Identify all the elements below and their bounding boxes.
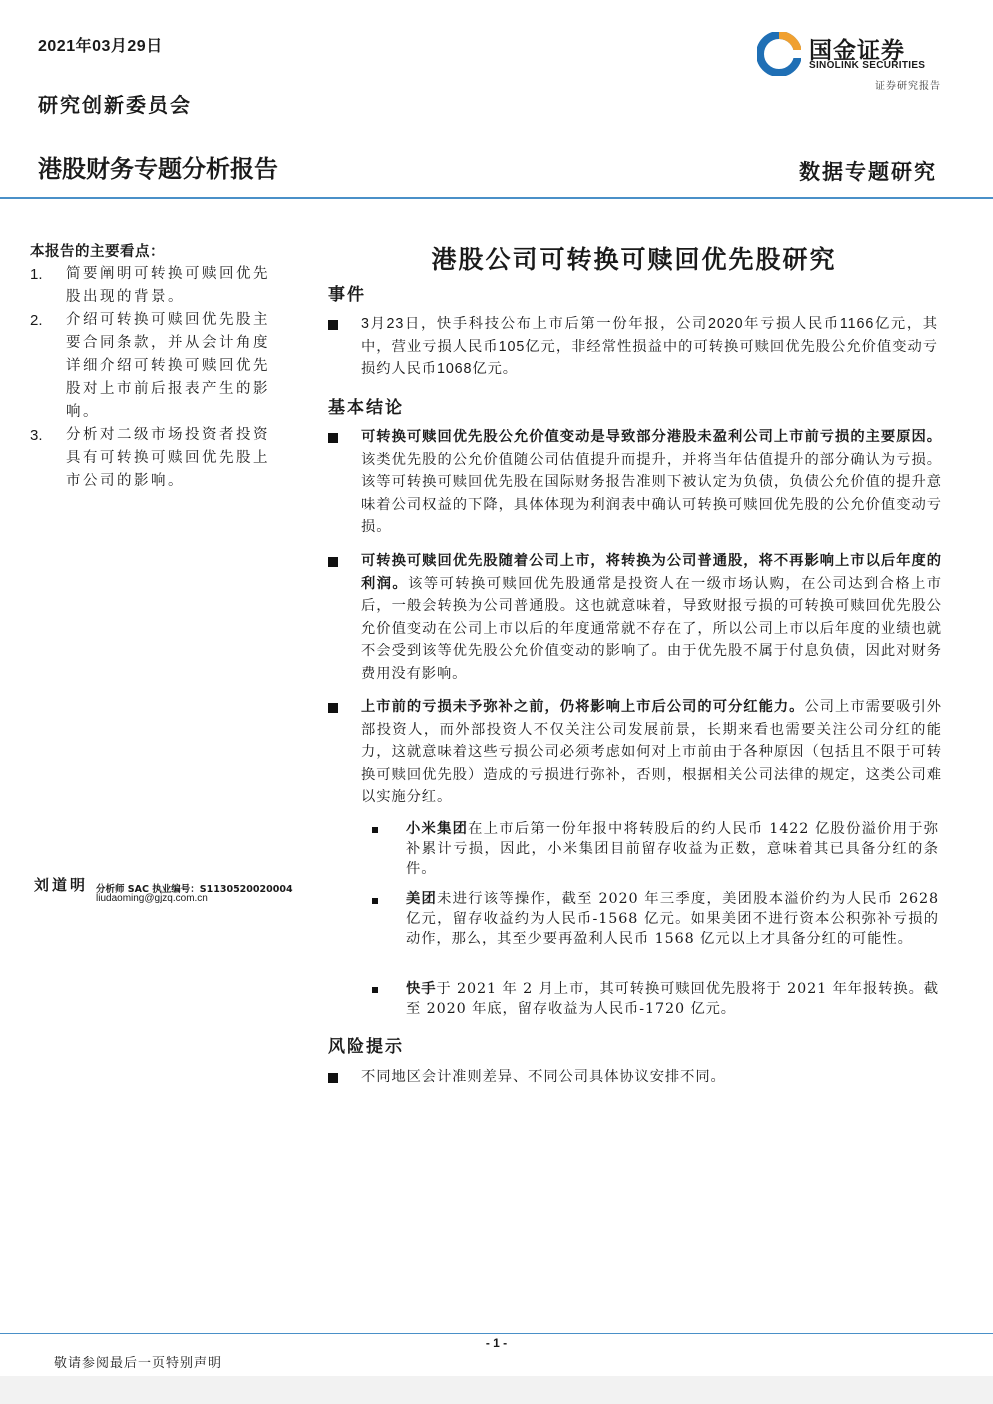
conclusion-2-lead: 可转换可赎回优先股随着公司上市，将转换为公司普通股，将不再影响上市以后年度的利润。 xyxy=(361,553,942,592)
bullet-square-icon xyxy=(328,433,338,443)
sub-item-body: 于 2021 年 2 月上市，其可转换可赎回优先股将于 2021 年年报转换。截至 2020 年底，留存收益为人民币-1720 亿元。 xyxy=(406,981,939,1017)
footer-divider xyxy=(0,1333,993,1334)
sub-item-lead: 小米集团 xyxy=(406,821,469,837)
list-item-number: 1. xyxy=(30,266,43,283)
report-date: 2021年03月29日 xyxy=(38,38,163,55)
sub-item-meituan xyxy=(406,889,939,949)
sub-item-body: 未进行该等操作，截至 2020 年三季度，美团股本溢价约为人民币 2628 亿元，留存收益约为人民币-1568 亿元。如果美团不进行资本公积弥补亏损的动作，那么，其至少要再盈利人民币 1568 亿元以上才具备分红的可能性。 xyxy=(406,891,939,947)
conclusion-paragraph-3 xyxy=(361,696,942,809)
conclusion-paragraph-1 xyxy=(361,426,942,539)
page-number: - 1 - xyxy=(485,1336,508,1350)
report-series-title: 港股财务专题分析报告 xyxy=(38,155,278,183)
logo-mark-icon xyxy=(757,32,801,76)
conclusion-3-lead: 上市前的亏损未予弥补之前，仍将影响上市后公司的可分红能力。 xyxy=(361,699,805,715)
analyst-certification: 分析师 SAC 执业编号：S1130520020004 xyxy=(96,884,293,895)
risk-text: 不同地区会计准则差异、不同公司具体协议安排不同。 xyxy=(361,1069,726,1085)
committee-name: 研究创新委员会 xyxy=(38,93,192,117)
header-divider xyxy=(0,197,993,199)
footer-disclaimer: 敬请参阅最后一页特别声明 xyxy=(54,1356,223,1371)
list-item-number: 3. xyxy=(30,427,43,444)
bullet-square-icon xyxy=(328,703,338,713)
conclusion-3-body: 公司上市需要吸引外部投资人，而外部投资人不仅关注公司发展前景，长期来看也需要关注公司分红的能力，这就意味着这些亏损公司必须考虑如何对上市前由于各种原因（包括且不限于可转换可赎回优先股）造成的亏损进行弥补，否则，根据相关公司法律的规定，这类公司难以实施分红。 xyxy=(361,699,942,806)
report-category: 数据专题研究 xyxy=(799,159,937,184)
sub-item-lead: 快手 xyxy=(406,981,437,997)
section-heading-conclusion: 基本结论 xyxy=(328,398,404,418)
conclusion-1-body: 该类优先股的公允价值随公司估值提升而提升，并将当年估值提升的部分确认为亏损。该等可转换可赎回优先股在国际财务报告准则下被认定为负债，负债公允价值的提升意味着公司权益的下降，具体体现为利润表中确认可转换可赎回优先股的公允价值变动亏损。 xyxy=(361,451,942,536)
page-title: 港股公司可转换可赎回优先股研究 xyxy=(431,245,837,274)
logo-name-cn: 国金证券 xyxy=(809,37,905,63)
bullet-square-icon xyxy=(328,557,338,567)
sub-bullet-icon xyxy=(372,987,378,993)
bottom-band xyxy=(0,1376,993,1404)
event-text: 3月23日，快手科技公布上市后第一份年报，公司2020年亏损人民币1166亿元，其中，营业亏损人民币105亿元，非经常性损益中的可转换可赎回优先股公允价值变动亏损约人民币1068亿元。 xyxy=(361,316,938,378)
analyst-name: 刘道明 xyxy=(34,876,89,894)
conclusion-1-lead: 可转换可赎回优先股公允价值变动是导致部分港股未盈利公司上市前亏损的主要原因。 xyxy=(361,429,942,445)
logo-name-en: SINOLINK SECURITIES xyxy=(809,60,926,71)
list-item-text: 简要阐明可转换可赎回优先股出现的背景。 xyxy=(66,266,270,305)
list-item-text: 分析对二级市场投资者投资具有可转换可赎回优先股上市公司的影响。 xyxy=(66,427,270,489)
sidebar-highlights xyxy=(30,240,270,493)
sub-bullet-icon xyxy=(372,827,378,833)
sub-bullet-icon xyxy=(372,898,378,904)
sub-item-xiaomi xyxy=(406,819,939,879)
list-item-text: 介绍可转换可赎回优先股主要合同条款，并从会计角度详细介绍可转换可赎回优先股对上市前后报表产生的影响。 xyxy=(66,312,270,420)
sub-item-kuaishou xyxy=(406,979,939,1019)
sidebar-heading: 本报告的主要看点： xyxy=(30,243,165,260)
section-heading-risk: 风险提示 xyxy=(328,1037,404,1057)
conclusion-2-body: 该等可转换可赎回优先股通常是投资人在一级市场认购，在公司达到合格上市后，一般会转换为公司普通股。这也就意味着，导致财报亏损的可转换可赎回优先股公允价值变动在公司上市以后的年度通常就不存在了，所以公司上市以后年度的业绩也就不会受到该等优先股公允价值变动的影响了。由于优先股不属于付息负债，因此对财务费用没有影响。 xyxy=(361,575,942,682)
bullet-square-icon xyxy=(328,320,338,330)
sub-item-body: 在上市后第一份年报中将转股后的约人民币 1422 亿股份溢价用于弥补累计亏损，因此，小米集团目前留存收益为正数，意味着其已具备分红的条件。 xyxy=(406,821,939,877)
company-logo xyxy=(757,30,947,96)
list-item xyxy=(30,263,270,309)
sub-item-lead: 美团 xyxy=(406,891,438,907)
list-item xyxy=(30,309,270,424)
analyst-email[interactable]: liudaoming@gjzq.com.cn xyxy=(96,893,208,904)
conclusion-paragraph-2 xyxy=(361,550,942,686)
list-item-number: 2. xyxy=(30,312,43,329)
list-item xyxy=(30,424,270,493)
logo-subtitle: 证券研究报告 xyxy=(875,81,941,92)
bullet-square-icon xyxy=(328,1073,338,1083)
section-heading-event: 事件 xyxy=(328,285,366,305)
